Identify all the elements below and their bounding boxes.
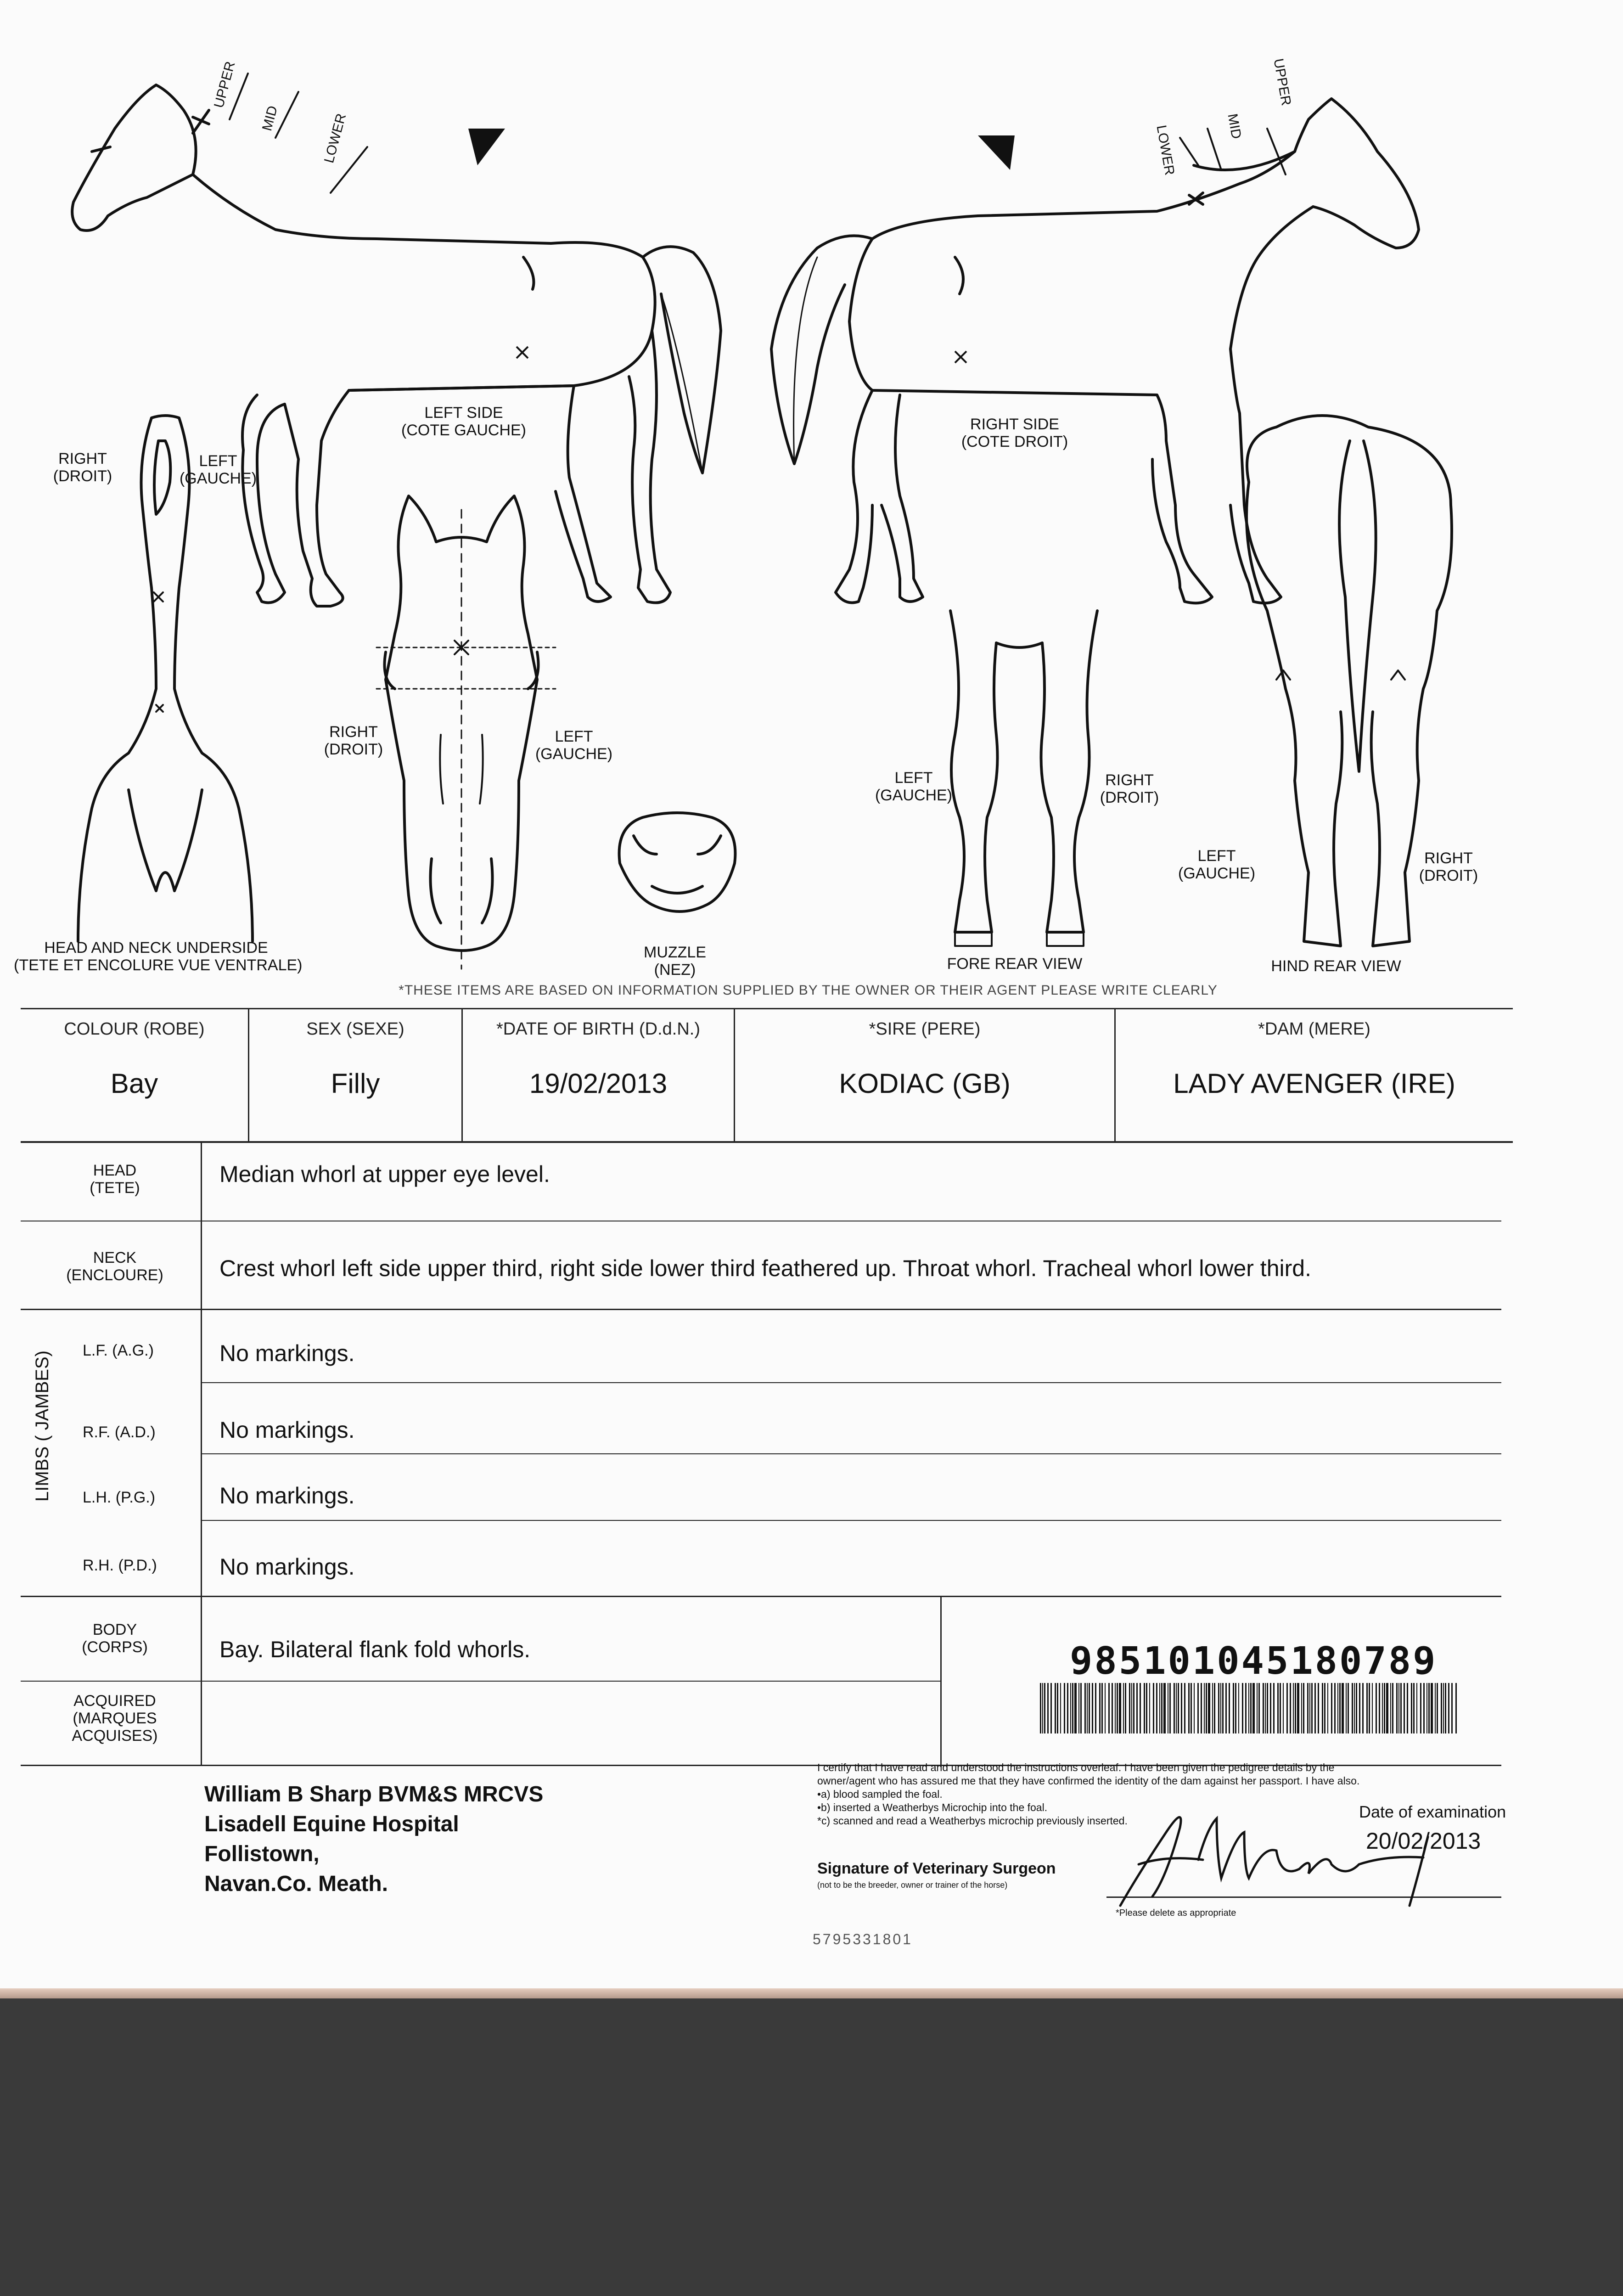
head-neck-underside-caption	[14, 939, 303, 974]
signature-note: (not to be the breeder, owner or trainer of the horse)	[817, 1880, 1008, 1890]
fore-left-fr-text: (GAUCHE)	[875, 787, 953, 804]
fore-left-text: LEFT	[894, 769, 933, 787]
neck-left-fr-text: (GAUCHE)	[179, 470, 257, 487]
neck-right-fr-text: (DROIT)	[53, 467, 112, 485]
cert-line-1: I certify that I have read and understood the instructions overleaf. I have been given the pedigree details by the	[817, 1761, 1335, 1773]
hind-right-label	[1412, 850, 1485, 884]
rf-row-label: R.F. (A.D.)	[83, 1424, 156, 1441]
information-notice: *THESE ITEMS ARE BASED ON INFORMATION SUPPLIED BY THE OWNER OR THEIR AGENT PLEASE WRITE CLEARLY	[399, 983, 1218, 998]
rule-neck	[21, 1309, 1501, 1310]
hind-right-text: RIGHT	[1424, 850, 1473, 867]
head-right-fr-text: (DROIT)	[324, 741, 383, 758]
lower-label-left: LOWER	[321, 112, 349, 165]
head-right-text: RIGHT	[329, 723, 378, 741]
sire-value: KODIAC (GB)	[839, 1068, 1011, 1099]
right-side-fr-text: (COTE DROIT)	[961, 433, 1068, 450]
neck-row-label	[18, 1249, 211, 1284]
horse-diagrams	[0, 0, 1623, 992]
upper-label-right: UPPER	[1270, 57, 1294, 107]
upper-label-left: UPPER	[211, 60, 238, 110]
neck-right-text: RIGHT	[58, 450, 107, 467]
fore-right-text: RIGHT	[1105, 771, 1154, 789]
head-left-fr-text: (GAUCHE)	[535, 745, 613, 763]
lf-markings: No markings.	[219, 1340, 355, 1366]
rule-rf	[201, 1453, 1501, 1454]
acquired-label-text-3: ACQUISES)	[72, 1727, 158, 1745]
fore-right-label	[1093, 771, 1166, 806]
body-label-text: BODY	[92, 1621, 137, 1638]
exam-date-label: Date of examination	[1359, 1802, 1506, 1821]
scanner-background	[0, 1998, 1623, 2296]
acquired-label-text-2: (MARQUES	[73, 1710, 157, 1727]
neck-left-label	[177, 452, 259, 487]
hind-left-fr-text: (GAUCHE)	[1178, 865, 1256, 882]
muzzle-caption	[634, 944, 716, 979]
rule-lh	[201, 1520, 1501, 1521]
muzzle-text: MUZZLE	[644, 944, 706, 961]
head-right-label	[317, 723, 390, 758]
right-side-horse-outline	[771, 99, 1419, 603]
cert-line-4: •b) inserted a Weatherbys Microchip into the foal.	[817, 1801, 1048, 1813]
head-neck-underside-outline	[78, 416, 253, 941]
document-serial: 5795331801	[813, 1931, 913, 1947]
mid-label-left: MID	[259, 104, 281, 133]
cert-line-2: owner/agent who has assured me that they have confirmed the identity of the dam against her passport. I have also.	[817, 1775, 1360, 1787]
head-label-fr-text: (TETE)	[90, 1179, 140, 1197]
body-right-divider	[940, 1597, 942, 1767]
right-side-text: RIGHT SIDE	[970, 416, 1059, 433]
vet-practice: Lisadell Equine Hospital	[204, 1812, 459, 1836]
vet-signature	[1111, 1800, 1460, 1910]
acquired-row-label	[18, 1692, 211, 1745]
vet-address-line-2: Navan.Co. Meath.	[204, 1872, 388, 1896]
head-markings: Median whorl at upper eye level.	[219, 1161, 550, 1187]
neck-left-text: LEFT	[199, 452, 237, 470]
vet-name: William B Sharp BVM&S MRCVS	[204, 1782, 544, 1806]
body-label-fr-text: (CORPS)	[82, 1638, 148, 1656]
rh-row-label: R.H. (P.D.)	[83, 1557, 157, 1574]
dam-header: *DAM (MERE)	[1258, 1019, 1370, 1039]
microchip-barcode	[1040, 1683, 1462, 1733]
cert-line-5: *c) scanned and read a Weatherbys microchip previously inserted.	[817, 1815, 1128, 1827]
neck-label-text: NECK	[93, 1249, 137, 1266]
neck-right-label	[46, 450, 119, 485]
head-neck-underside-text: HEAD AND NECK UNDERSIDE	[44, 939, 268, 957]
identity-top-rule	[21, 1008, 1513, 1009]
fore-right-fr-text: (DROIT)	[1100, 789, 1159, 806]
colour-value: Bay	[110, 1068, 158, 1099]
head-label-text: HEAD	[93, 1162, 137, 1179]
body-row-label	[18, 1621, 211, 1656]
triangle-marker-left	[468, 129, 505, 165]
lf-row-label: L.F. (A.G.)	[83, 1342, 154, 1359]
fore-left-label	[872, 769, 955, 804]
dob-header: *DATE OF BIRTH (D.d.N.)	[496, 1019, 701, 1039]
fore-rear-view-outline	[950, 611, 1097, 946]
cert-line-3: •a) blood sampled the foal.	[817, 1788, 943, 1800]
hind-rear-view-caption: HIND REAR VIEW	[1271, 957, 1401, 975]
hind-right-fr-text: (DROIT)	[1419, 867, 1478, 884]
sex-value: Filly	[331, 1068, 380, 1099]
rh-markings: No markings.	[219, 1554, 355, 1580]
left-side-label	[390, 404, 537, 439]
head-front-outline	[376, 496, 556, 969]
paper-edge	[0, 1988, 1623, 1998]
rf-markings: No markings.	[219, 1417, 355, 1443]
left-side-text: LEFT SIDE	[424, 404, 503, 422]
rule-rh	[21, 1596, 1501, 1597]
mid-label-right: MID	[1224, 113, 1244, 140]
vet-address-line-1: Follistown,	[204, 1842, 320, 1866]
sire-header: *SIRE (PERE)	[869, 1019, 981, 1039]
colour-header: COLOUR (ROBE)	[64, 1019, 205, 1039]
dam-value: LADY AVENGER (IRE)	[1173, 1068, 1455, 1099]
head-neck-underside-fr-text: (TETE ET ENCOLURE VUE VENTRALE)	[14, 957, 303, 974]
muzzle-fr-text: (NEZ)	[654, 961, 696, 979]
signature-label: Signature of Veterinary Surgeon	[817, 1860, 1056, 1877]
right-side-label	[946, 416, 1084, 450]
lower-label-right: LOWER	[1153, 124, 1178, 177]
left-side-fr-text: (COTE GAUCHE)	[401, 422, 526, 439]
head-left-text: LEFT	[555, 728, 593, 745]
body-markings: Bay. Bilateral flank fold whorls.	[219, 1637, 531, 1662]
microchip-number: 985101045180789	[1070, 1639, 1438, 1683]
head-left-label	[533, 728, 615, 763]
hind-left-text: LEFT	[1197, 847, 1236, 865]
limbs-label: LIMBS ( JAMBES)	[32, 1351, 52, 1502]
exam-date-value: 20/02/2013	[1366, 1828, 1481, 1854]
hind-left-label	[1175, 847, 1258, 882]
fore-rear-view-caption: FORE REAR VIEW	[947, 955, 1083, 973]
lh-row-label: L.H. (P.G.)	[83, 1489, 156, 1506]
vet-address-block	[204, 1779, 543, 1899]
dob-value: 19/02/2013	[529, 1068, 668, 1099]
left-side-horse-outline	[72, 85, 721, 606]
identity-bottom-rule	[21, 1141, 1513, 1143]
sex-header: SEX (SEXE)	[306, 1019, 404, 1039]
muzzle-outline	[619, 813, 736, 912]
neck-markings: Crest whorl left side upper third, right side lower third feathered up. Throat whorl. Tracheal whorl lower third.	[219, 1255, 1311, 1281]
neck-label-fr-text: (ENCLOURE)	[66, 1266, 163, 1284]
please-delete-note: *Please delete as appropriate	[1116, 1908, 1236, 1918]
head-row-label	[18, 1162, 211, 1197]
rule-lf	[201, 1382, 1501, 1383]
triangle-marker-right	[978, 135, 1015, 170]
acquired-label-text: ACQUIRED	[73, 1692, 156, 1710]
lh-markings: No markings.	[219, 1483, 355, 1508]
rule-body	[21, 1681, 941, 1682]
